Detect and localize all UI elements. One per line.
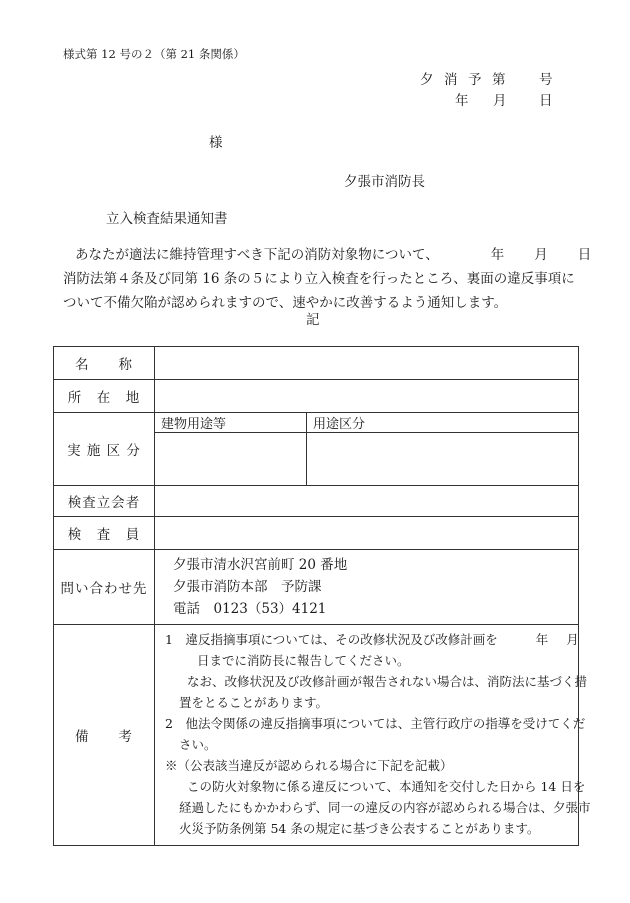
remarks-label: 備 考 [54, 625, 155, 846]
body-line-3: ついて不備欠陥が認められますので、速やかに改善するよう通知します。 [63, 295, 508, 311]
witness-field[interactable] [155, 486, 579, 517]
category-label: 実 施 区 分 [54, 413, 155, 486]
row-name [54, 347, 579, 380]
row-witness [54, 486, 579, 517]
note-line-c: 火災予防条例第 54 条の規定に基づき公表することがあります。 [179, 821, 540, 836]
remark-1-line-c: なお、改修状況及び改修計画が報告されない場合は、消防法に基づく措 [187, 674, 588, 689]
use-category-label: 用途区分 [307, 413, 579, 433]
doc-number-char: 号 [539, 72, 553, 88]
row-remarks [54, 625, 579, 846]
form-number: 様式第 12 号の２（第 21 条関係） [63, 47, 245, 61]
inspector-label: 検 査 員 [54, 517, 155, 550]
remark-1-line-d: 置をとることがあります。 [179, 695, 329, 710]
contact-department: 夕張市消防本部 予防課 [173, 579, 322, 595]
building-use-field[interactable] [155, 433, 307, 486]
body-line-1: あなたが適法に維持管理すべき下記の消防対象物について、 年 月 日 [75, 247, 592, 263]
name-field[interactable] [155, 347, 579, 380]
body-line-2: 消防法第４条及び同第 16 条の５により立入検査を行ったところ、裏面の違反事項に [63, 271, 575, 287]
body-text [63, 243, 592, 315]
date-year: 年 [455, 93, 469, 109]
date-month: 月 [493, 93, 507, 109]
doc-number-char: 予 [468, 72, 482, 88]
doc-number-char: 夕 [420, 72, 434, 88]
contact-address: 夕張市清水沢宮前町 20 番地 [173, 557, 348, 573]
contact-label: 問い合わせ先 [54, 550, 155, 625]
remark-1-line-a: 1 違反指摘事項については、その改修状況及び改修計画を 年 月 [165, 632, 579, 647]
document-date [455, 89, 553, 109]
record-mark: 記 [306, 312, 320, 328]
remark-1-line-b: 日までに消防長に報告してください。 [197, 653, 410, 668]
sender: 夕張市消防長 [344, 174, 425, 190]
row-inspector [54, 517, 579, 550]
row-location [54, 380, 579, 413]
witness-label: 検査立会者 [54, 486, 155, 517]
addressee: 様 [209, 135, 223, 151]
inspection-form-table [53, 346, 591, 846]
document-title: 立入検査結果通知書 [106, 211, 228, 227]
name-label: 名 称 [54, 347, 155, 380]
row-contact [54, 550, 579, 625]
remark-2-line-a: 2 他法令関係の違反指摘事項については、主管行政庁の指導を受けてくだ [165, 716, 586, 731]
use-category-field[interactable] [307, 433, 579, 486]
contact-phone: 電話 0123（53）4121 [173, 601, 327, 617]
remark-2-line-b: さい。 [179, 737, 217, 752]
note-line-b: 経過したにもかかわらず、同一の違反の内容が認められる場合は、夕張市 [179, 800, 591, 815]
remarks-content [155, 625, 591, 846]
row-category-head [54, 413, 579, 433]
date-day: 日 [539, 93, 553, 109]
building-use-label: 建物用途等 [155, 413, 307, 433]
inspector-field[interactable] [155, 517, 579, 550]
contact-info [155, 550, 579, 625]
location-label: 所 在 地 [54, 380, 155, 413]
note-head: ※（公表該当違反が認められる場合に下記を記載） [165, 758, 453, 773]
document-number [420, 68, 553, 88]
doc-number-char: 第 [492, 72, 506, 88]
note-line-a: この防火対象物に係る違反について、本通知を交付した日から 14 日を [187, 779, 586, 794]
doc-number-char: 消 [444, 72, 458, 88]
location-field[interactable] [155, 380, 579, 413]
